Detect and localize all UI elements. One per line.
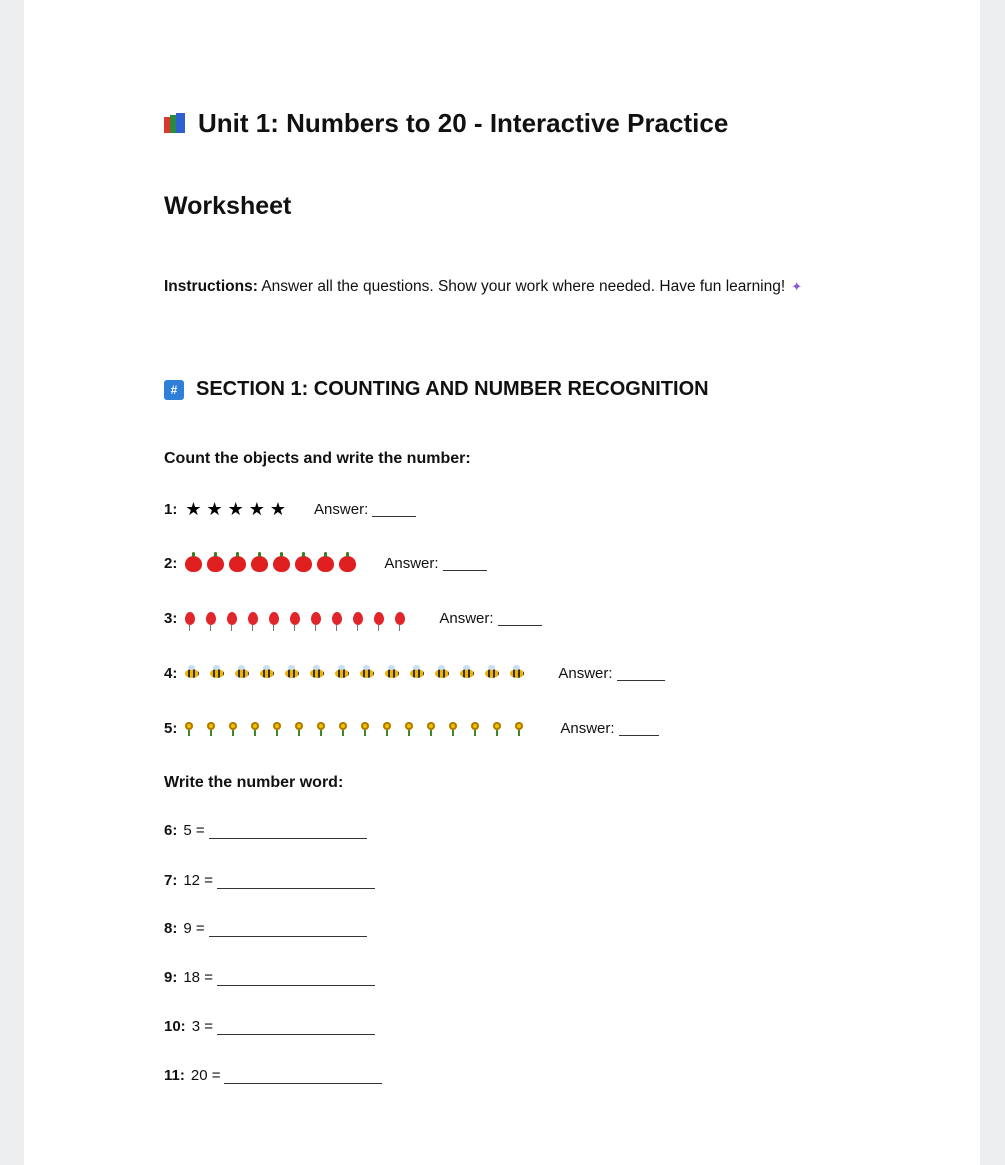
answer-blank[interactable] — [217, 874, 375, 889]
sunflower-icon — [207, 722, 215, 736]
star-icon: ★ — [248, 499, 265, 519]
bee-icon — [235, 669, 249, 678]
sunflower-icon — [449, 722, 457, 736]
question-text: 5 = — [183, 822, 205, 839]
page-title — [164, 108, 728, 139]
answer-blank[interactable] — [498, 611, 542, 626]
word-question — [164, 969, 375, 986]
apple-icon — [229, 556, 246, 572]
question-number: 8: — [164, 920, 178, 937]
apple-icon — [295, 556, 312, 572]
answer-blank[interactable] — [372, 502, 416, 517]
worksheet-page — [24, 0, 980, 1165]
word-question — [164, 872, 375, 889]
count-question — [164, 720, 659, 737]
word-heading: Write the number word: — [164, 774, 344, 791]
object-group — [185, 669, 530, 678]
bee-icon — [310, 669, 324, 678]
apple-icon — [339, 556, 356, 572]
balloon-icon — [206, 612, 216, 625]
star-icon: ★ — [206, 499, 223, 519]
books-icon — [164, 113, 188, 135]
sunflower-icon — [339, 722, 347, 736]
answer-blank[interactable] — [443, 556, 487, 571]
question-text: 20 = — [190, 1067, 221, 1084]
section-1-title: SECTION 1: COUNTING AND NUMBER RECOGNITION — [196, 378, 709, 400]
answer-blank[interactable] — [619, 721, 659, 736]
bee-icon — [410, 669, 424, 678]
object-group — [185, 722, 532, 736]
balloon-icon — [311, 612, 321, 625]
sunflower-icon — [427, 722, 435, 736]
question-number: 11: — [164, 1067, 185, 1084]
question-text: 3 = — [191, 1018, 213, 1035]
section-1-heading — [164, 378, 709, 401]
sunflower-icon — [295, 722, 303, 736]
question-number: 5: — [164, 720, 178, 737]
apple-icon — [185, 556, 202, 572]
sunflower-icon — [471, 722, 479, 736]
question-number: 1: — [164, 500, 178, 518]
question-text: 12 = — [183, 872, 213, 889]
bee-icon — [210, 669, 224, 678]
bee-icon — [385, 669, 399, 678]
bee-icon — [510, 669, 524, 678]
question-number: 2: — [164, 555, 178, 572]
bee-icon — [185, 669, 199, 678]
apple-icon — [207, 556, 224, 572]
instructions-text: Answer all the questions. Show your work where needed. Have fun learning! — [257, 278, 786, 295]
sunflower-icon — [317, 722, 325, 736]
question-number: 6: — [164, 822, 178, 839]
count-question — [164, 500, 416, 518]
question-text: 9 = — [183, 920, 205, 937]
answer-label: Answer: — [560, 720, 615, 737]
object-group — [185, 612, 411, 625]
sunflower-icon — [493, 722, 501, 736]
instructions-label: Instructions: — [164, 278, 258, 295]
balloon-icon — [332, 612, 342, 625]
party-popper-icon: ✦ — [791, 279, 803, 294]
sunflower-icon — [251, 722, 259, 736]
answer-blank[interactable] — [209, 922, 367, 937]
question-number: 4: — [164, 665, 178, 682]
count-question — [164, 555, 487, 572]
answer-blank[interactable] — [224, 1069, 382, 1084]
balloon-icon — [185, 612, 195, 625]
worksheet-subtitle: Worksheet — [164, 192, 292, 220]
star-icon: ★ — [227, 499, 244, 519]
answer-blank[interactable] — [209, 824, 367, 839]
bee-icon — [360, 669, 374, 678]
star-icon: ★ — [185, 499, 202, 519]
question-number: 9: — [164, 969, 178, 986]
question-number: 3: — [164, 610, 178, 627]
object-group — [185, 556, 356, 572]
sunflower-icon — [405, 722, 413, 736]
apple-icon — [317, 556, 334, 572]
answer-label: Answer: — [558, 665, 613, 682]
balloon-icon — [374, 612, 384, 625]
question-number: 7: — [164, 872, 178, 889]
word-question — [164, 1018, 375, 1035]
page-title-text: Unit 1: Numbers to 20 - Interactive Practice — [198, 108, 729, 138]
balloon-icon — [227, 612, 237, 625]
sunflower-icon — [229, 722, 237, 736]
answer-label: Answer: — [439, 610, 494, 627]
keypad-icon: # — [164, 380, 184, 400]
bee-icon — [260, 669, 274, 678]
answer-blank[interactable] — [217, 971, 375, 986]
question-number: 10: — [164, 1018, 186, 1035]
answer-blank[interactable] — [217, 1020, 375, 1035]
star-icon: ★ — [269, 499, 287, 519]
apple-icon — [273, 556, 290, 572]
bee-icon — [485, 669, 499, 678]
count-heading: Count the objects and write the number: — [164, 450, 471, 467]
object-group — [185, 500, 286, 518]
answer-label: Answer: — [314, 500, 369, 518]
sunflower-icon — [383, 722, 391, 736]
balloon-icon — [353, 612, 363, 625]
answer-label: Answer: — [384, 555, 439, 572]
bee-icon — [285, 669, 299, 678]
bee-icon — [460, 669, 474, 678]
balloon-icon — [395, 612, 405, 625]
sunflower-icon — [361, 722, 369, 736]
bee-icon — [335, 669, 349, 678]
sunflower-icon — [185, 722, 193, 736]
instructions — [164, 266, 804, 308]
count-question — [164, 610, 542, 627]
word-question — [164, 1067, 382, 1084]
answer-blank[interactable] — [617, 666, 665, 681]
count-question — [164, 665, 665, 682]
balloon-icon — [290, 612, 300, 625]
balloon-icon — [248, 612, 258, 625]
balloon-icon — [269, 612, 279, 625]
sunflower-icon — [273, 722, 281, 736]
question-text: 18 = — [183, 969, 213, 986]
apple-icon — [251, 556, 268, 572]
bee-icon — [435, 669, 449, 678]
word-question — [164, 920, 367, 937]
sunflower-icon — [515, 722, 523, 736]
word-question — [164, 822, 367, 839]
